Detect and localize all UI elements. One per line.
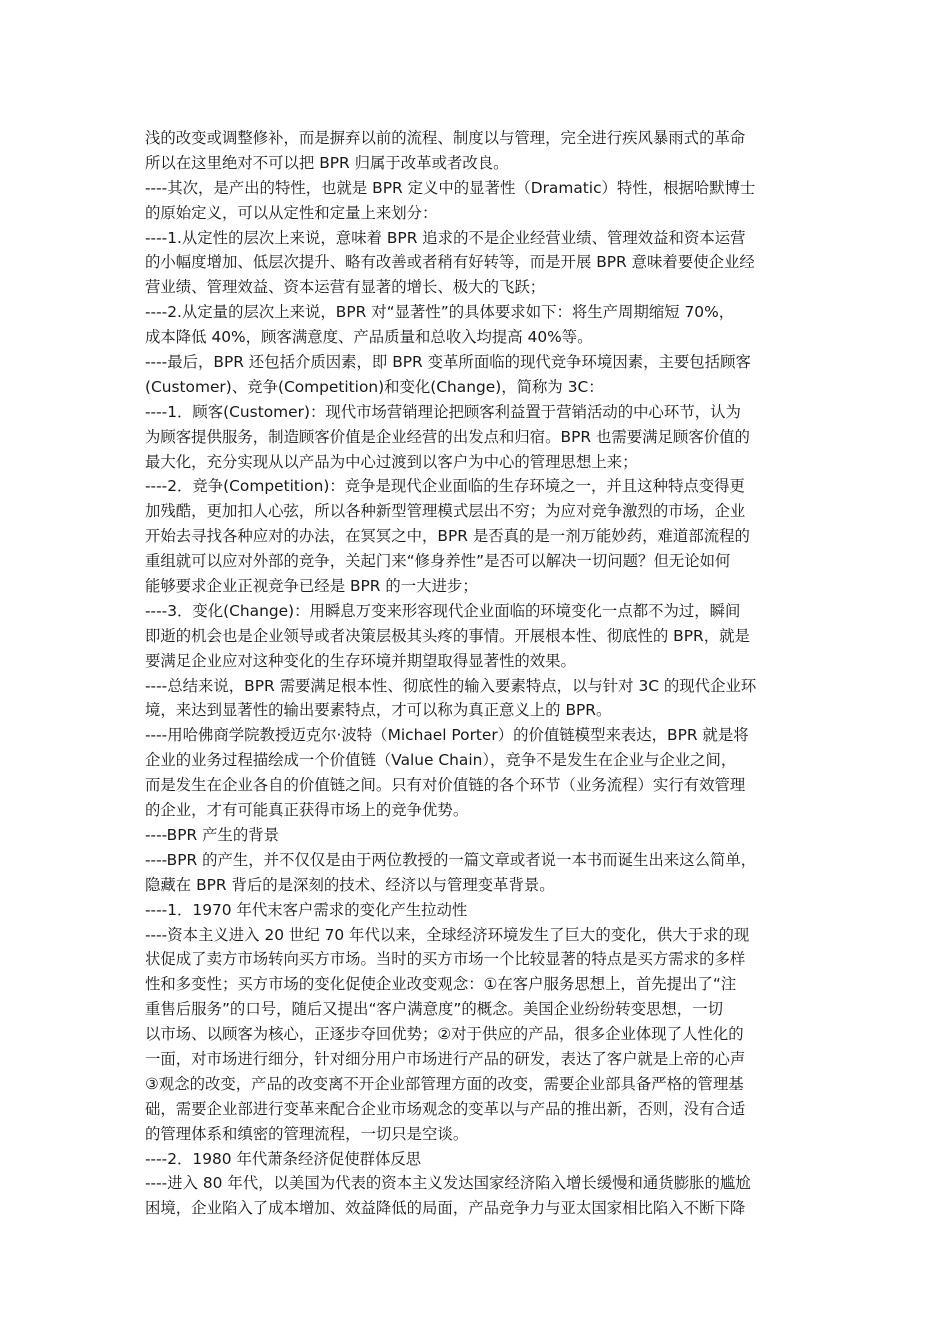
text-line: 而是发生在企业各自的价值链之间。只有对价值链的各个环节（业务流程）实行有效管理: [145, 776, 746, 795]
text-line: 最大化，充分实现从以产品为中心过渡到以客户为中心的管理思想上来；: [145, 452, 638, 471]
text-line: 为顾客提供服务，制造顾客价值是企业经营的出发点和归宿。BPR 也需要满足顾客价值的: [145, 427, 750, 446]
text-line: 要满足企业应对这种变化的生存环境并期望取得显著性的效果。: [145, 651, 576, 670]
text-line: ----进入 80 年代，以美国为代表的资本主义发达国家经济陷入增长缓慢和通货膨胀的尴尬: [145, 1174, 751, 1193]
text-line: ----2.从定量的层次上来说，BPR 对“显著性”的具体要求如下：将生产周期缩短 70%，: [145, 303, 735, 322]
text-line: 能够要求企业正视竞争已经是 BPR 的一大进步；: [145, 577, 478, 596]
subsection-heading: ----1．1970 年代末客户需求的变化产生拉动性: [145, 900, 468, 919]
text-line: ③观念的改变，产品的改变离不开企业部管理方面的改变，需要企业部具备严格的管理基: [145, 1074, 744, 1093]
text-line: 重组就可以应对外部的竞争，关起门来“修身养性”是否可以解决一切问题？但无论如何: [145, 552, 731, 571]
text-line: ----用哈佛商学院教授迈克尔·波特（Michael Porter）的价值链模型来表达，BPR 就是将: [145, 726, 749, 745]
subsection-heading: ----2．1980 年代萧条经济促使群体反思: [145, 1149, 422, 1168]
text-line: 的企业，才有可能真正获得市场上的竞争优势。: [145, 801, 469, 820]
text-line: ----1.从定性的层次上来说，意味着 BPR 追求的不是企业经营业绩、管理效益和资本运营: [145, 228, 746, 247]
text-line: ----资本主义进入 20 世纪 70 年代以来，全球经济环境发生了巨大的变化，供大于求的现: [145, 925, 750, 944]
text-line: 一面，对市场进行细分，针对细分用户市场进行产品的研发，表达了客户就是上帝的心声: [145, 1049, 746, 1068]
text-line: 即逝的机会也是企业领导或者决策层极其头疼的事情。开展根本性、彻底性的 BPR，就是: [145, 626, 750, 645]
text-line: ----3．变化(Change)：用瞬息万变来形容现代企业面临的环境变化一点都不为过，瞬间: [145, 601, 741, 620]
text-line: 成本降低 40%，顾客满意度、产品质量和总收入均提高 40%等。: [145, 328, 593, 347]
text-line: 状促成了卖方市场转向买方市场。当时的买方市场一个比较显著的特点是买方需求的多样: [145, 950, 746, 969]
text-line: 性和多变性；买方市场的变化促使企业改变观念：①在客户服务思想上，首先提出了“注: [145, 975, 737, 994]
text-line: ----BPR 的产生，并不仅仅是由于两位教授的一篇文章或者说一本书而诞生出来这么简单，: [145, 850, 757, 869]
text-line: 以市场、以顾客为核心，正逐步夺回优势；②对于供应的产品，很多企业体现了人性化的: [145, 1025, 744, 1044]
text-line: 的原始定义，可以从定性和定量上来划分：: [145, 203, 438, 222]
text-line: ----总结来说，BPR 需要满足根本性、彻底性的输入要素特点，以与针对 3C 的现代企业环: [145, 676, 757, 695]
text-line: 企业的业务过程描绘成一个价值链（Value Chain），竞争不是发生在企业与企业之间，: [145, 751, 737, 770]
text-line: 重售后服务”的口号，随后又提出“客户满意度”的概念。美国企业纷纷转变思想，一切: [145, 1000, 723, 1019]
document-body: [145, 126, 815, 1221]
text-line: 隐藏在 BPR 背后的是深刻的技术、经济以与管理变革背景。: [145, 875, 555, 894]
text-line: ----2．竞争(Competition)：竞争是现代企业面临的生存环境之一，并且这种特点变得更: [145, 477, 745, 496]
text-line: 所以在这里绝对不可以把 BPR 归属于改革或者改良。: [145, 153, 509, 172]
text-line: 的小幅度增加、低层次提升、略有改善或者稍有好转等，而是开展 BPR 意味着要使企业经: [145, 253, 755, 272]
text-line: ----最后，BPR 还包括介质因素，即 BPR 变革所面临的现代竞争环境因素，主要包括顾客: [145, 353, 751, 372]
text-line: (Customer)、竞争(Competition)和变化(Change)，简称为 3C：: [145, 377, 604, 396]
text-line: 营业绩、管理效益、资本运营有显著的增长、极大的飞跃；: [145, 278, 546, 297]
text-line: ----其次，是产出的特性，也就是 BPR 定义中的显著性（Dramatic）特性，根据哈默博士: [145, 178, 756, 197]
text-line: 础，需要企业部进行变革来配合企业市场观念的变革以与产品的推出新，否则，没有合适: [145, 1099, 746, 1118]
text-line: 的管理体系和缜密的管理流程，一切只是空谈。: [145, 1124, 469, 1143]
text-line: 境，来达到显著性的输出要素特点，才可以称为真正意义上的 BPR。: [145, 701, 612, 720]
text-line: 困境，企业陷入了成本增加、效益降低的局面，产品竞争力与亚太国家相比陷入不断下降: [145, 1199, 746, 1218]
text-line: 加残酷，更加扣人心弦，所以各种新型管理模式层出不穷；为应对竞争激烈的市场，企业: [145, 502, 746, 521]
section-heading: ----BPR 产生的背景: [145, 825, 280, 844]
text-line: 开始去寻找各种应对的办法，在冥冥之中，BPR 是否真的是一剂万能妙药，难道部流程的: [145, 527, 750, 546]
text-line: ----1．顾客(Customer)：现代市场营销理论把顾客利益置于营销活动的中心环节，认为: [145, 402, 741, 421]
text-line: 浅的改变或调整修补，而是摒弃以前的流程、制度以与管理，完全进行疾风暴雨式的革命: [145, 129, 746, 147]
